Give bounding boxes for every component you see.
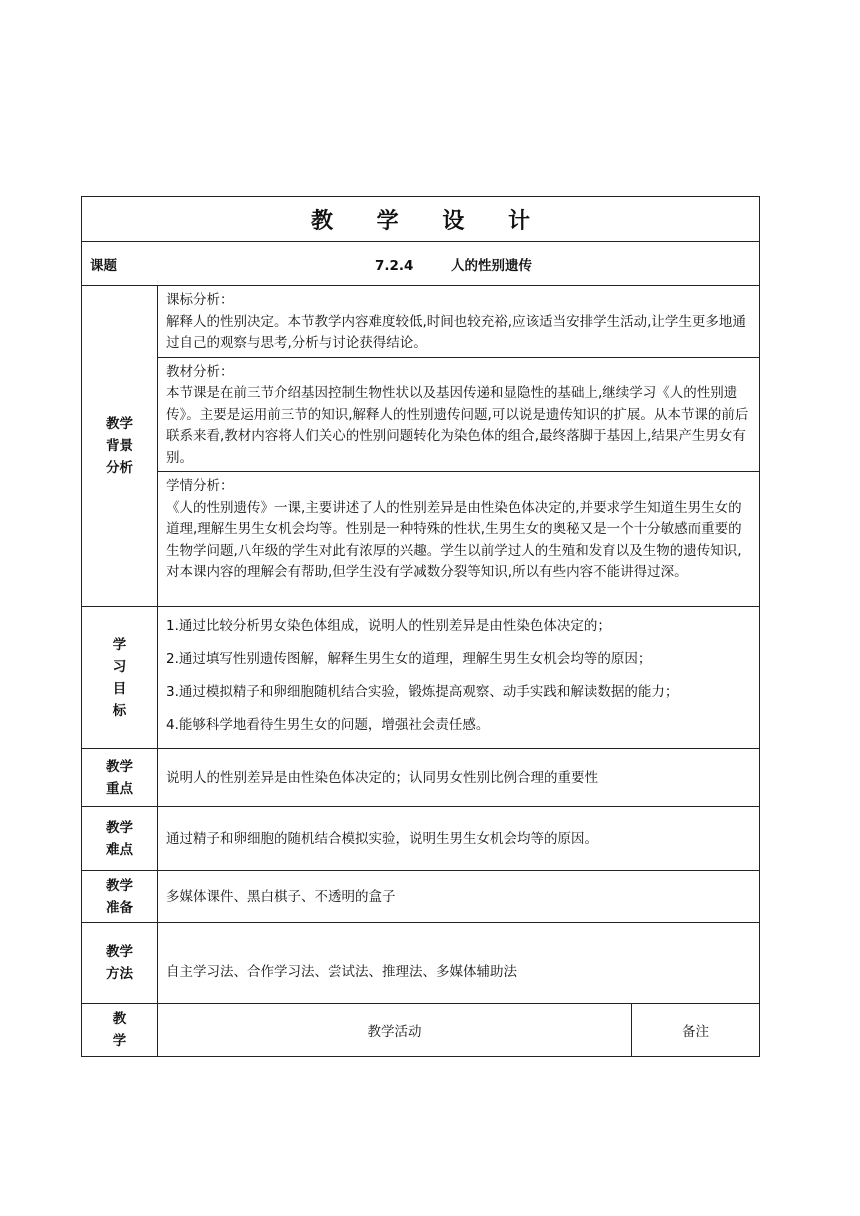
background-label-line: 教学	[106, 416, 133, 432]
difficulties-text: 通过精子和卵细胞的随机结合模拟实验，说明生男生女机会均等的原因。	[158, 807, 760, 871]
topic-name: 人的性别遗传	[451, 257, 532, 274]
goals-label	[82, 607, 158, 749]
preparation-label-line: 准备	[106, 899, 133, 916]
notes-header: 备注	[632, 1004, 760, 1057]
goals-label-line: 目	[112, 680, 127, 697]
document-title: 教 学 设 计	[311, 208, 548, 234]
topic-cell	[82, 242, 760, 286]
background-label-line: 分析	[106, 460, 133, 476]
background-row-1	[82, 286, 760, 358]
student-analysis-text: 《人的性别遗传》一课,主要讲述了人的性别差异是由性染色体决定的,并要求学生知道生男生女的道理,理解生男生女机会均等。性别是一种特殊的性状,生男生女的奥秘又是一个十分敏感而重要的生物学问题,八年级的学生对此有浓厚的兴趣。学生以前学过人的生殖和发育以及生物的遗传知识,对本课内容的理解会有帮助,但学生没有学减数分裂等知识,所以有些内容不能讲得过深。	[166, 499, 742, 580]
textbook-analysis-heading: 教材分析：	[166, 363, 234, 380]
methods-label-line: 方法	[106, 966, 133, 982]
textbook-analysis-text: 本节课是在前三节介绍基因控制生物性状以及基因传递和显隐性的基础上,继续学习《人的性别遗传》。主要是运用前三节的知识,解释人的性别遗传问题,可以说是遗传知识的扩展。从本节课的前后联系来看,教材内容将人们关心的性别问题转化为染色体的组合,最终落脚于基因上,结果产生男女有别。	[166, 385, 749, 466]
goals-row	[82, 607, 760, 749]
difficulties-label-line: 教学	[106, 819, 133, 836]
preparation-text: 多媒体课件、黑白棋子、不透明的盒子	[158, 871, 760, 923]
key-points-label-line: 重点	[106, 780, 133, 797]
goal-item: 4.能够科学地看待生男生女的问题，增强社会责任感。	[166, 717, 490, 733]
goals-label-line: 习	[112, 658, 127, 675]
student-analysis-heading: 学情分析：	[166, 478, 234, 494]
background-row-2	[82, 357, 760, 472]
curriculum-analysis-text: 解释人的性别决定。本节教学内容难度较低,时间也较充裕,应该适当安排学生活动,让学生更多地通过自己的观察与思考,分析与讨论获得结论。	[166, 313, 746, 351]
background-row-3	[82, 472, 760, 607]
goals-cell	[158, 607, 760, 749]
lesson-design-table	[81, 196, 760, 1057]
methods-label	[82, 923, 158, 1004]
student-analysis-cell	[158, 472, 760, 607]
key-points-text: 说明人的性别差异是由性染色体决定的；认同男女性别比例合理的重要性	[158, 749, 760, 807]
curriculum-analysis-cell	[158, 286, 760, 358]
difficulties-label	[82, 807, 158, 871]
process-header-row	[82, 1004, 760, 1057]
process-label-line: 学	[112, 1033, 127, 1049]
key-points-label	[82, 749, 158, 807]
goals-label-line: 学	[112, 636, 127, 653]
preparation-row	[82, 871, 760, 923]
key-points-row	[82, 749, 760, 807]
preparation-label-line: 教学	[106, 877, 133, 894]
goal-item: 1.通过比较分析男女染色体组成，说明人的性别差异是由性染色体决定的；	[166, 618, 611, 634]
goals-label-line: 标	[112, 702, 127, 719]
topic-row	[82, 242, 760, 286]
methods-label-line: 教学	[106, 944, 133, 960]
topic-label: 课题	[90, 257, 117, 274]
key-points-label-line: 教学	[106, 758, 133, 775]
textbook-analysis-cell	[158, 357, 760, 472]
difficulties-label-line: 难点	[106, 841, 133, 858]
title-row	[82, 197, 760, 242]
background-label	[82, 286, 158, 607]
activity-header: 教学活动	[158, 1004, 632, 1057]
title-cell	[82, 197, 760, 242]
process-label-line: 教	[112, 1011, 127, 1027]
background-label-line: 背景	[106, 438, 133, 454]
preparation-label	[82, 871, 158, 923]
difficulties-row	[82, 807, 760, 871]
process-label	[82, 1004, 158, 1057]
goal-item: 2.通过填写性别遗传图解，解释生男生女的道理，理解生男生女机会均等的原因；	[166, 651, 652, 667]
topic-number: 7.2.4	[375, 257, 414, 274]
methods-text: 自主学习法、合作学习法、尝试法、推理法、多媒体辅助法	[158, 923, 760, 1004]
curriculum-analysis-heading: 课标分析：	[166, 292, 234, 308]
goal-item: 3.通过模拟精子和卵细胞随机结合实验，锻炼提高观察、动手实践和解读数据的能力；	[166, 684, 679, 700]
methods-row	[82, 923, 760, 1004]
